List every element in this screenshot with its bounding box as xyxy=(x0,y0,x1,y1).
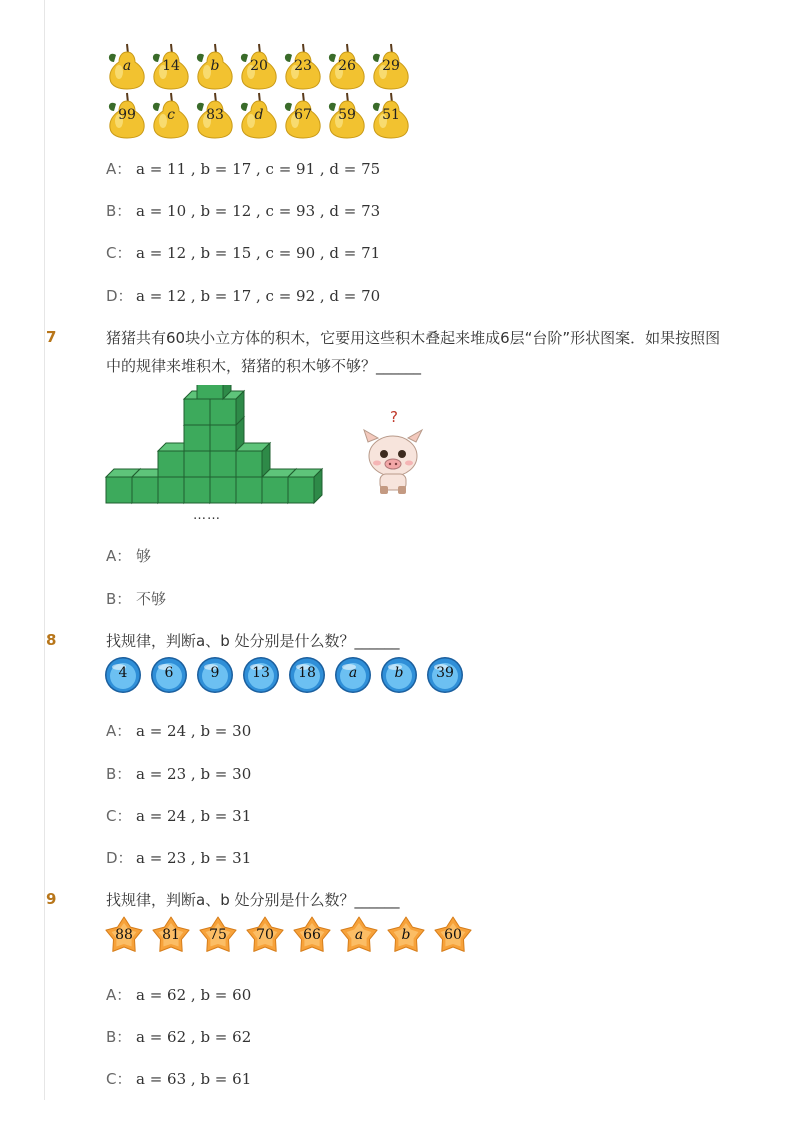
pear-item xyxy=(324,42,370,90)
pear-item xyxy=(280,42,326,90)
ball-sequence xyxy=(104,656,472,694)
pear-label: 29 xyxy=(382,58,400,74)
question-number: 7 xyxy=(46,328,57,346)
pear-label: 26 xyxy=(338,58,356,74)
pear-label: 23 xyxy=(294,58,312,74)
pear-item xyxy=(236,91,282,139)
pear-label: 59 xyxy=(338,107,356,123)
star-item xyxy=(386,916,426,954)
ball-label: a xyxy=(348,665,358,681)
cube-block xyxy=(158,477,184,503)
cube-block xyxy=(210,451,236,477)
q6-option-d[interactable]: D： a = 12 , b = 17 , c = 92 , d = 70 xyxy=(106,287,381,305)
pear-label: b xyxy=(210,58,220,74)
pig-icon xyxy=(358,414,428,498)
ball-label: b xyxy=(394,665,404,681)
question-text: 找规律，判断a、b 处分别是什么数？______ xyxy=(106,632,400,650)
cube-block xyxy=(184,425,210,451)
pear-item xyxy=(104,91,150,139)
q9-option-c[interactable]: C： a = 63 , b = 61 xyxy=(106,1070,252,1088)
pear-row-1 xyxy=(104,42,412,90)
star-label: a xyxy=(354,927,364,943)
star-item xyxy=(245,916,285,954)
question-number: 9 xyxy=(46,890,57,908)
ball-item xyxy=(426,656,464,694)
pear-item xyxy=(324,91,370,139)
q9-option-a[interactable]: A： a = 62 , b = 60 xyxy=(106,986,252,1004)
cube-block xyxy=(106,477,132,503)
q8-option-d[interactable]: D： a = 23 , b = 31 xyxy=(106,849,252,867)
cube-block xyxy=(184,477,210,503)
star-label: 66 xyxy=(303,927,321,943)
cube-block xyxy=(197,385,223,399)
pear-label: 83 xyxy=(206,107,224,123)
star-sequence xyxy=(104,916,480,954)
ball-item xyxy=(196,656,234,694)
pear-label: 51 xyxy=(382,107,400,123)
ball-item xyxy=(150,656,188,694)
star-item xyxy=(198,916,238,954)
cube-block xyxy=(210,477,236,503)
pear-label: 14 xyxy=(162,58,180,74)
ball-item xyxy=(380,656,418,694)
pear-item xyxy=(368,42,414,90)
star-item xyxy=(151,916,191,954)
pear-item xyxy=(236,42,282,90)
q7-option-a[interactable]: A： 够 xyxy=(106,547,152,565)
q6-option-c[interactable]: C： a = 12 , b = 15 , c = 90 , d = 71 xyxy=(106,244,381,262)
q8-option-a[interactable]: A： a = 24 , b = 30 xyxy=(106,722,252,740)
ball-label: 13 xyxy=(252,665,270,681)
pear-label: 67 xyxy=(294,107,312,123)
question-mark-label: ? xyxy=(390,408,398,426)
star-item xyxy=(292,916,332,954)
ball-label: 4 xyxy=(118,665,128,681)
star-label: 75 xyxy=(209,927,227,943)
question-number: 8 xyxy=(46,631,57,649)
ball-label: 39 xyxy=(436,665,454,681)
ball-label: 6 xyxy=(164,665,174,681)
question-text: 找规律，判断a、b 处分别是什么数？______ xyxy=(106,891,400,909)
cube-block xyxy=(210,425,236,451)
pear-label: d xyxy=(254,107,264,123)
cube-block xyxy=(158,451,184,477)
q9-option-b[interactable]: B： a = 62 , b = 62 xyxy=(106,1028,252,1046)
ball-item xyxy=(104,656,142,694)
cube-block xyxy=(184,451,210,477)
cube-block xyxy=(184,399,210,425)
ball-item xyxy=(288,656,326,694)
star-item xyxy=(104,916,144,954)
pear-item xyxy=(368,91,414,139)
ball-label: 9 xyxy=(210,665,220,681)
cube-block xyxy=(262,477,288,503)
pear-item xyxy=(104,42,150,90)
left-margin-line xyxy=(44,0,45,1100)
ball-label: 18 xyxy=(298,665,316,681)
star-label: 60 xyxy=(444,927,462,943)
star-label: b xyxy=(401,927,411,943)
star-label: 88 xyxy=(115,927,133,943)
ball-item xyxy=(242,656,280,694)
star-item xyxy=(339,916,379,954)
cube-block xyxy=(210,399,236,425)
block-staircase-figure xyxy=(104,385,330,507)
q7-option-b[interactable]: B： 不够 xyxy=(106,590,167,608)
ball-item xyxy=(334,656,372,694)
q6-option-b[interactable]: B： a = 10 , b = 12 , c = 93 , d = 73 xyxy=(106,202,381,220)
pear-label: c xyxy=(167,107,175,123)
pear-label: 20 xyxy=(250,58,268,74)
cube-block xyxy=(132,477,158,503)
cube-block xyxy=(236,451,262,477)
continuation-dots: …… xyxy=(193,508,221,523)
star-label: 70 xyxy=(256,927,274,943)
cube-block xyxy=(288,477,314,503)
question-text: 猪猪共有60块小立方体的积木，它要用这些积木叠起来堆成6层“台阶”形状图案．如果按照图中的规律来堆积木，猪猪的积木够不够？______ xyxy=(106,329,721,375)
star-label: 81 xyxy=(162,927,180,943)
star-item xyxy=(433,916,473,954)
q6-option-a[interactable]: A： a = 11 , b = 17 , c = 91 , d = 75 xyxy=(106,160,381,178)
pear-item xyxy=(148,91,194,139)
pear-label: a xyxy=(122,58,132,74)
q8-option-c[interactable]: C： a = 24 , b = 31 xyxy=(106,807,252,825)
pear-label: 99 xyxy=(118,107,136,123)
q8-option-b[interactable]: B： a = 23 , b = 30 xyxy=(106,765,252,783)
pear-item xyxy=(192,42,238,90)
pear-item xyxy=(280,91,326,139)
cube-block xyxy=(236,477,262,503)
pear-item xyxy=(148,42,194,90)
pear-row-2 xyxy=(104,91,412,139)
pear-item xyxy=(192,91,238,139)
